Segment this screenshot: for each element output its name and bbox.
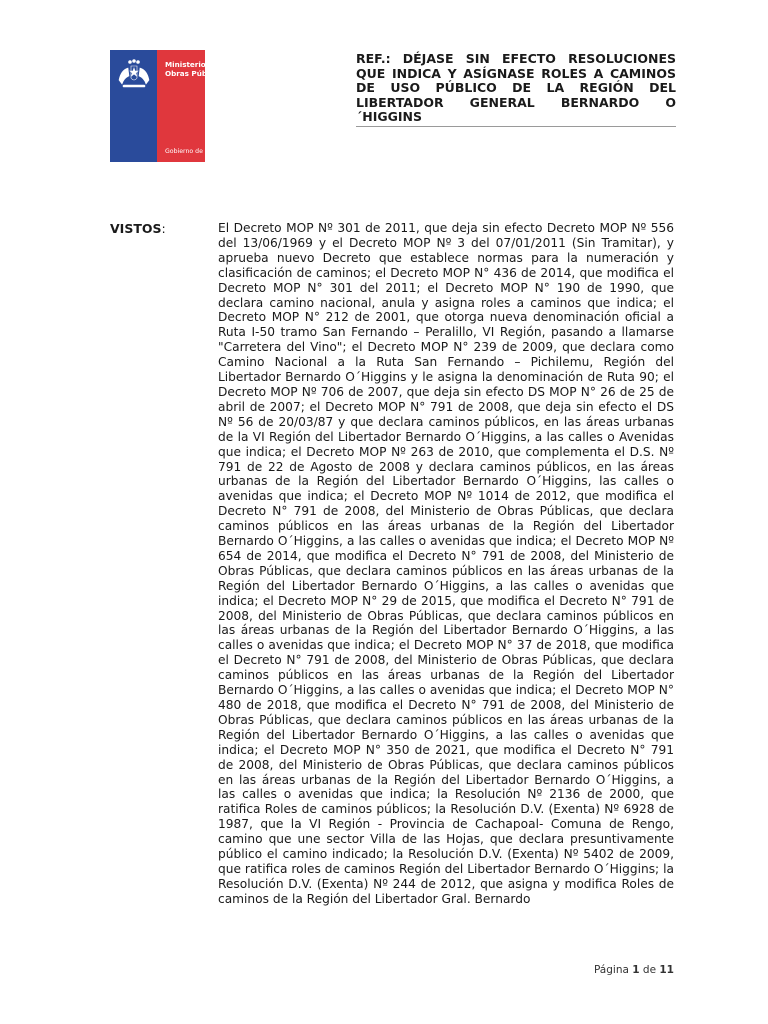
logo-government-label: Gobierno de Chile xyxy=(165,148,221,155)
vistos-label xyxy=(110,221,166,236)
logo-ministry-line1: Ministerio de xyxy=(165,60,219,69)
total-pages: 11 xyxy=(659,964,674,976)
page-footer xyxy=(594,964,674,976)
vistos-body: El Decreto MOP Nº 301 de 2011, que deja sin efecto Decreto MOP Nº 556 del 13/06/1969 y el Decreto MOP Nº 3 del 07/01/2011 (Sin Tramitar), y aprueba nuevo Decreto que establece normas para la numeración y clasificación de caminos; el Decreto MOP N° 436 de 2014, que modifica el Decreto MOP N° 301 del 2011; el Decreto MOP N° 190 de 1990, que declara camino nacional, anula y asigna roles a caminos que indica; el Decreto MOP N° 212 de 2001, que otorga nueva denominación oficial a Ruta I-50 tramo San Fernando – Peralillo, VI Región, pasando a llamarse "Carretera del Vino"; el Decreto MOP N° 239 de 2009, que declara como Camino Nacional a la Ruta San Fernando – Pichilemu, Región del Libertador Bernardo O´Higgins y le asigna la denominación de Ruta 90; el Decreto MOP Nº 706 de 2007, que deja sin efecto DS MOP N° 26 de 25 de abril de 2007; el Decreto MOP N° 791 de 2008, que deja sin efecto el DS Nº 56 de 20/03/87 y que declara caminos públicos, en las áreas urbanas de la VI Región del Libertador Bernardo O´Higgins, a las calles o Avenidas que indica; el Decreto MOP Nº 263 de 2010, que complementa el D.S. Nº 791 de 22 de Agosto de 2008 y declara caminos públicos, en las áreas urbanas de la Región del Libertador Bernardo O´Higgins, las calles o avenidas que indica; el Decreto MOP Nº 1014 de 2012, que modifica el Decreto N° 791 de 2008, del Ministerio de Obras Públicas, que declara caminos públicos en las áreas urbanas de la Región del Libertador Bernardo O´Higgins, a las calles o avenidas que indica; el Decreto MOP Nº 654 de 2014, que modifica el Decreto N° 791 de 2008, del Ministerio de Obras Públicas, que declara caminos públicos en las áreas urbanas de la Región del Libertador Bernardo O´Higgins, a las calles o avenidas que indica; el Decreto MOP N° 29 de 2015, que modifica el Decreto N° 791 de 2008, del Ministerio de Obras Públicas, que declara caminos públicos en las áreas urbanas de la Región del Libertador Bernardo O´Higgins, a las calles o avenidas que indica; el Decreto MOP N° 37 de 2018, que modifica el Decreto N° 791 de 2008, del Ministerio de Obras Públicas, que declara caminos públicos en las áreas urbanas de la Región del Libertador Bernardo O´Higgins, a las calles o avenidas que indica; el Decreto MOP N° 480 de 2018, que modifica el Decreto N° 791 de 2008, del Ministerio de Obras Públicas, que declara caminos públicos en las áreas urbanas de la Región del Libertador Bernardo O´Higgins, a las calles o avenidas que indica; el Decreto MOP N° 350 de 2021, que modifica el Decreto N° 791 de 2008, del Ministerio de Obras Públicas, que declara caminos públicos en las áreas urbanas de la Región del Libertador Bernardo O´Higgins, a las calles o avenidas que indica; la Resolución Nº 2136 de 2000, que ratifica Roles de caminos públicos; la Resolución D.V. (Exenta) Nº 6928 de 1987, que la VI Región - Provincia de Cachapoal- Comuna de Rengo, camino que une sector Villa de las Hojas, que declara presuntivamente público el camino indicado; la Resolución D.V. (Exenta) Nº 5402 de 2009, que ratifica roles de caminos Región del Libertador Bernardo O´Higgins; la Resolución D.V. (Exenta) Nº 244 de 2012, que asigna y modifica Roles de caminos de la Región del Libertador Gral. Bernardo xyxy=(218,221,674,906)
page-word: Página xyxy=(593,964,629,976)
reference-heading: REF.: DÉJASE SIN EFECTO RESOLUCIONES QUE INDICA Y ASÍGNASE ROLES A CAMINOS DE USO PÚBLICO DE LA REGIÓN DEL LIBERTADOR GENERAL BERNARDO O´HIGGINS xyxy=(356,52,676,127)
page-number: 1 xyxy=(632,964,640,976)
ministry-logo xyxy=(110,50,226,162)
logo-ministry-name xyxy=(165,60,226,78)
logo-ministry-line2: Obras Públicas xyxy=(165,69,226,78)
vistos-label-text: VISTOS xyxy=(110,221,162,236)
chile-coat-of-arms-icon xyxy=(115,58,153,90)
vistos-label-colon: : xyxy=(161,221,166,236)
of-word: de xyxy=(642,964,657,976)
